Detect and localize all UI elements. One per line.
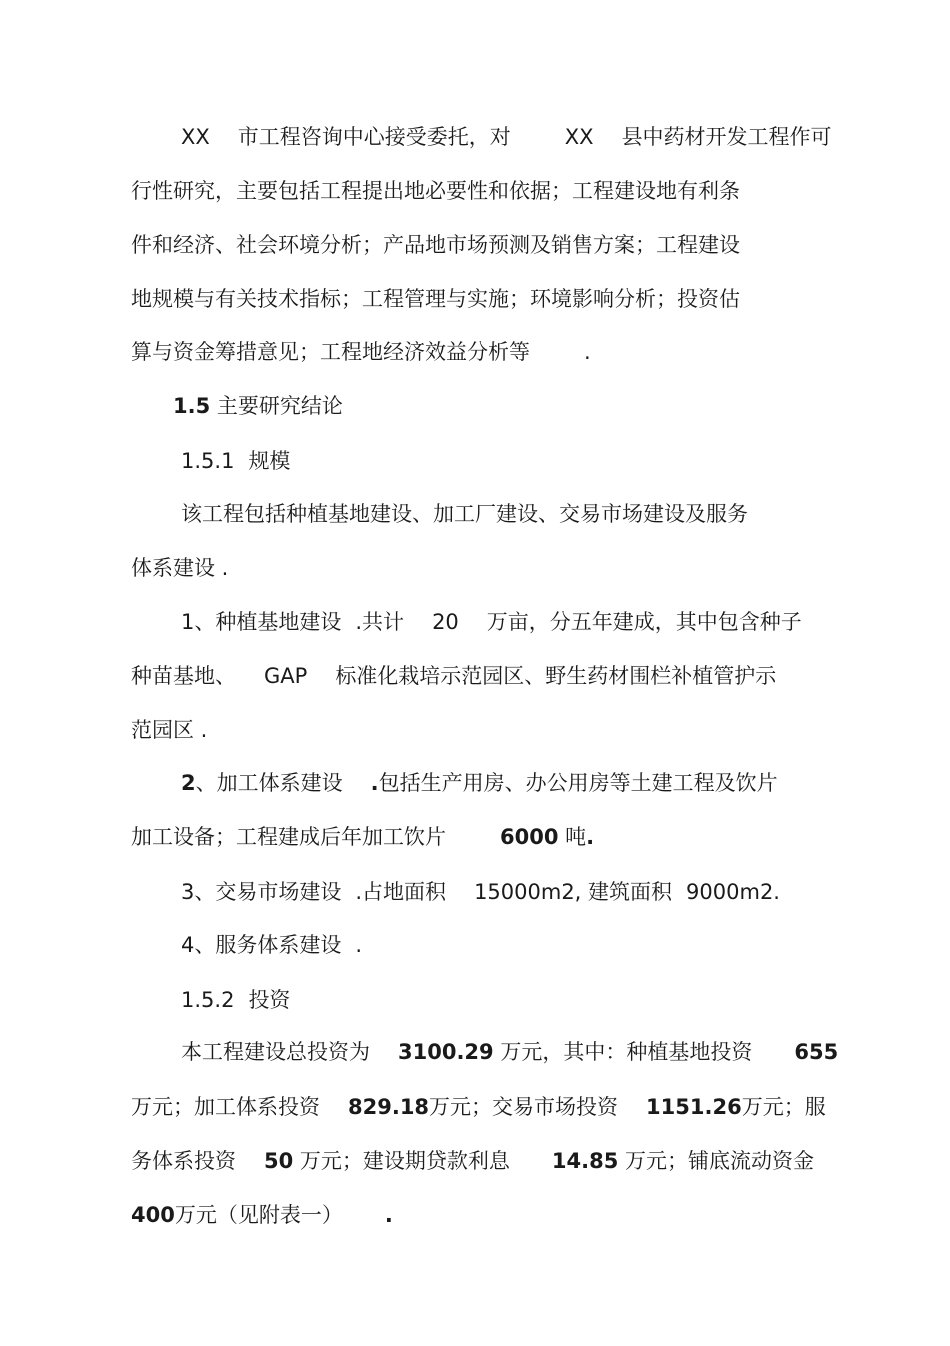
text-run: .	[584, 340, 591, 364]
text-run: 50	[264, 1149, 294, 1173]
text-run: 1151.26	[646, 1095, 742, 1119]
item-1-line-3: 范园区 .	[131, 718, 208, 742]
text-run: 、加工体系建设	[195, 771, 343, 795]
section-title: 投资	[248, 988, 291, 1012]
text-run: 14.85	[551, 1149, 619, 1173]
text-run: 15000m2,	[474, 880, 582, 904]
text-run: 万元（见附表一）	[174, 1203, 343, 1227]
section-number: 1.5.1	[181, 449, 235, 473]
text-run: 655	[794, 1040, 839, 1064]
item-4-line	[181, 930, 362, 960]
text-run: 务体系投资	[131, 1149, 236, 1173]
section-title: 规模	[248, 449, 291, 473]
text-run: 20	[432, 610, 459, 634]
text-run: .	[586, 825, 595, 849]
investment-line-3	[131, 1146, 814, 1176]
intro-line-2: 行性研究，主要包括工程提出地必要性和依据；工程建设地有利条	[131, 179, 740, 203]
intro-line-4: 地规模与有关技术指标；工程管理与实施；环境影响分析；投资估	[131, 287, 740, 311]
investment-line-2	[131, 1092, 826, 1122]
text-run: 标准化栽培示范园区、野生药材围栏补植管护示	[335, 664, 777, 688]
text-run: 算与资金筹措意见；工程地经济效益分析等	[131, 340, 530, 364]
text-run: .	[355, 933, 363, 957]
text-run: 万元，其中：种植基地投资	[500, 1040, 753, 1064]
text-run: 万元；交易市场投资	[429, 1095, 619, 1119]
text-run: 3100.29	[398, 1040, 494, 1064]
text-run: 加工设备；工程建成后年加工饮片	[131, 825, 446, 849]
investment-line-4	[131, 1200, 393, 1230]
text-run: 万元；铺底流动资金	[625, 1149, 815, 1173]
text-run: 2	[181, 771, 196, 795]
text-run: 万元；建设期贷款利息	[299, 1149, 510, 1173]
section-number: 1.5.2	[181, 988, 235, 1012]
intro-line-1	[181, 122, 832, 152]
section-title: 主要研究结论	[216, 394, 343, 418]
text-run: 4、服务体系建设	[181, 933, 342, 957]
text-run: .	[384, 1203, 393, 1227]
investment-line-1	[181, 1037, 838, 1067]
text-run: 6000	[500, 825, 559, 849]
section-heading-1-5-2	[181, 985, 290, 1015]
intro-line-5	[131, 337, 591, 367]
text-run: GAP	[264, 664, 308, 688]
text-run: 1、种植基地建设	[181, 610, 342, 634]
scale-paragraph-line-2: 体系建设 .	[131, 556, 229, 580]
item-3-line	[181, 877, 780, 907]
text-run: 3、交易市场建设	[181, 880, 342, 904]
text-run: 包括生产用房、办公用房等土建工程及饮片	[378, 771, 778, 795]
item-1-line-1	[181, 607, 802, 637]
text-run: .	[370, 771, 379, 795]
text-run: 万亩，分五年建成，其中包含种子	[486, 610, 802, 634]
item-2-line-2	[131, 822, 594, 852]
text-run: 吨	[565, 825, 587, 849]
text-run: 建筑面积	[588, 880, 673, 904]
text-run: 829.18	[348, 1095, 430, 1119]
text-run: .共计	[355, 610, 405, 634]
text-run: 万元；加工体系投资	[131, 1095, 320, 1119]
intro-line-3: 件和经济、社会环境分析；产品地市场预测及销售方案；工程建设	[131, 233, 740, 257]
item-2-line-1	[181, 768, 778, 798]
text-run: 400	[131, 1203, 175, 1227]
text-run: 种苗基地、	[131, 664, 236, 688]
text-run: 县中药材开发工程作可	[621, 125, 832, 149]
text-run: XX	[181, 125, 210, 149]
text-run: 9000m2.	[686, 880, 780, 904]
text-run: 万元；服	[741, 1095, 826, 1119]
section-heading-1-5-1	[181, 446, 290, 476]
section-number: 1.5	[173, 394, 211, 418]
text-run: XX	[564, 125, 594, 149]
text-run: 本工程建设总投资为	[181, 1040, 370, 1064]
text-run: .占地面积	[355, 880, 447, 904]
text-run: 市工程咨询中心接受委托，对	[237, 125, 511, 149]
section-heading-1-5	[173, 391, 343, 421]
scale-paragraph-line-1: 该工程包括种植基地建设、加工厂建设、交易市场建设及服务	[181, 502, 748, 526]
item-1-line-2	[131, 661, 776, 691]
